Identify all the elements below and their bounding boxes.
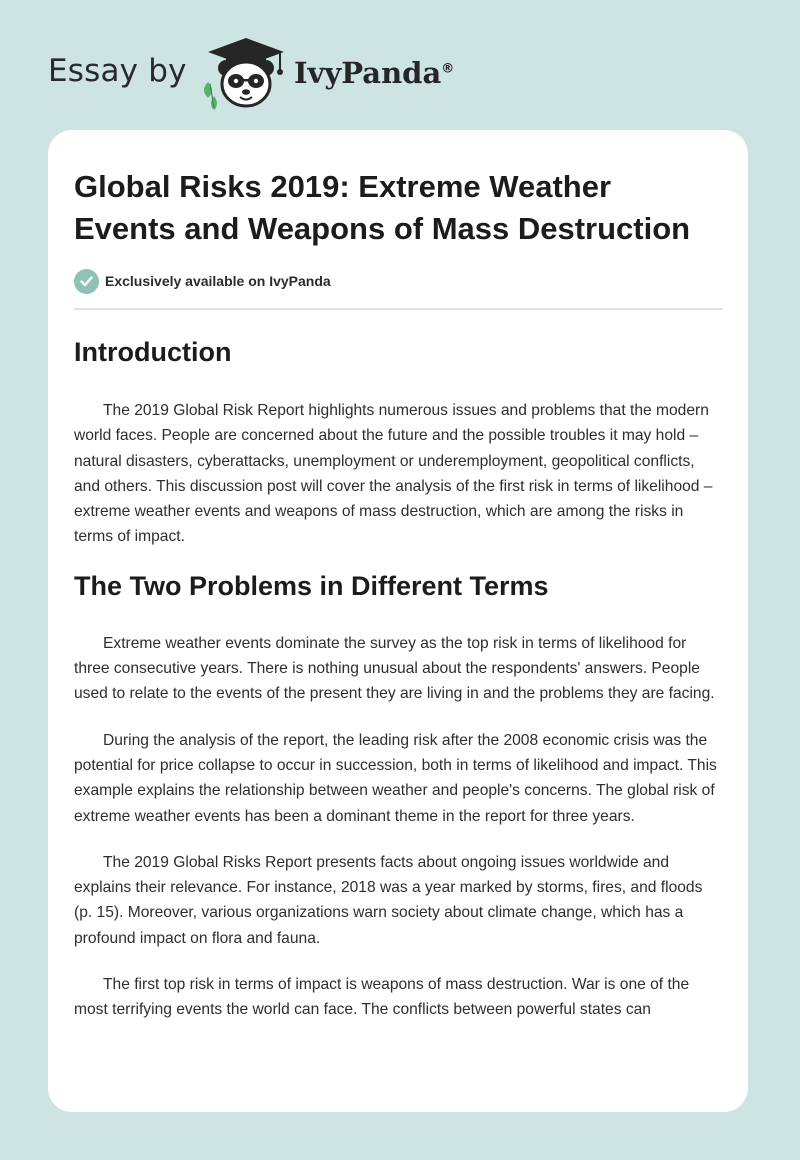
paragraph: During the analysis of the report, the leading risk after the 2008 economic crisis was the potential for price collapse to occur in succession, both in terms of likelihood and impact. This example explains the relationship between weather and people's concerns. The global risk of extreme weather events has been a dominant theme in the report for three years. [74, 731, 717, 825]
paragraph: The first top risk in terms of impact is weapons of mass destruction. War is one of the most terrifying events the world can face. The conflicts between powerful states can [74, 976, 690, 1019]
essay-card [48, 130, 748, 1112]
essay-title: Global Risks 2019: Extreme Weather Events and Weapons of Mass Destruction [74, 169, 691, 246]
exclusive-label: Exclusively available on IvyPanda [105, 273, 331, 289]
essay-by-label: Essay by [48, 53, 187, 89]
section-heading-introduction: Introduction [74, 337, 232, 367]
divider [74, 308, 723, 310]
brand-header [48, 36, 528, 110]
paragraph: The 2019 Global Risks Report presents facts about ongoing issues worldwide and explains their relevance. For instance, 2018 was a year marked by storms, fires, and floods (p. 15). Moreover, various organizations warn society about climate change, which has a profound impact on flora and fauna. [74, 853, 703, 947]
section-heading-two-problems: The Two Problems in Different Terms [74, 570, 549, 601]
brand-name: IvyPanda® [294, 56, 455, 90]
registered-mark: ® [441, 61, 455, 77]
check-circle-icon [74, 269, 99, 294]
ivypanda-logo-icon [198, 36, 294, 110]
paragraph: Extreme weather events dominate the survey as the top risk in terms of likelihood for three consecutive years. There is nothing unusual about the respondents' answers. People used to relate to the events of the present they are living in and the problems they are facing. [74, 634, 715, 703]
exclusive-badge [74, 268, 722, 294]
paragraph: The 2019 Global Risk Report highlights numerous issues and problems that the modern world faces. People are concerned about the future and the possible troubles it may hold – natural disasters, cyberattacks, unemployment or underemployment, geopolitical conflicts, and others. This discussion post will cover the analysis of the first risk in terms of likelihood – extreme weather events and weapons of mass destruction, which are among the risks in terms of impact. [74, 402, 713, 546]
